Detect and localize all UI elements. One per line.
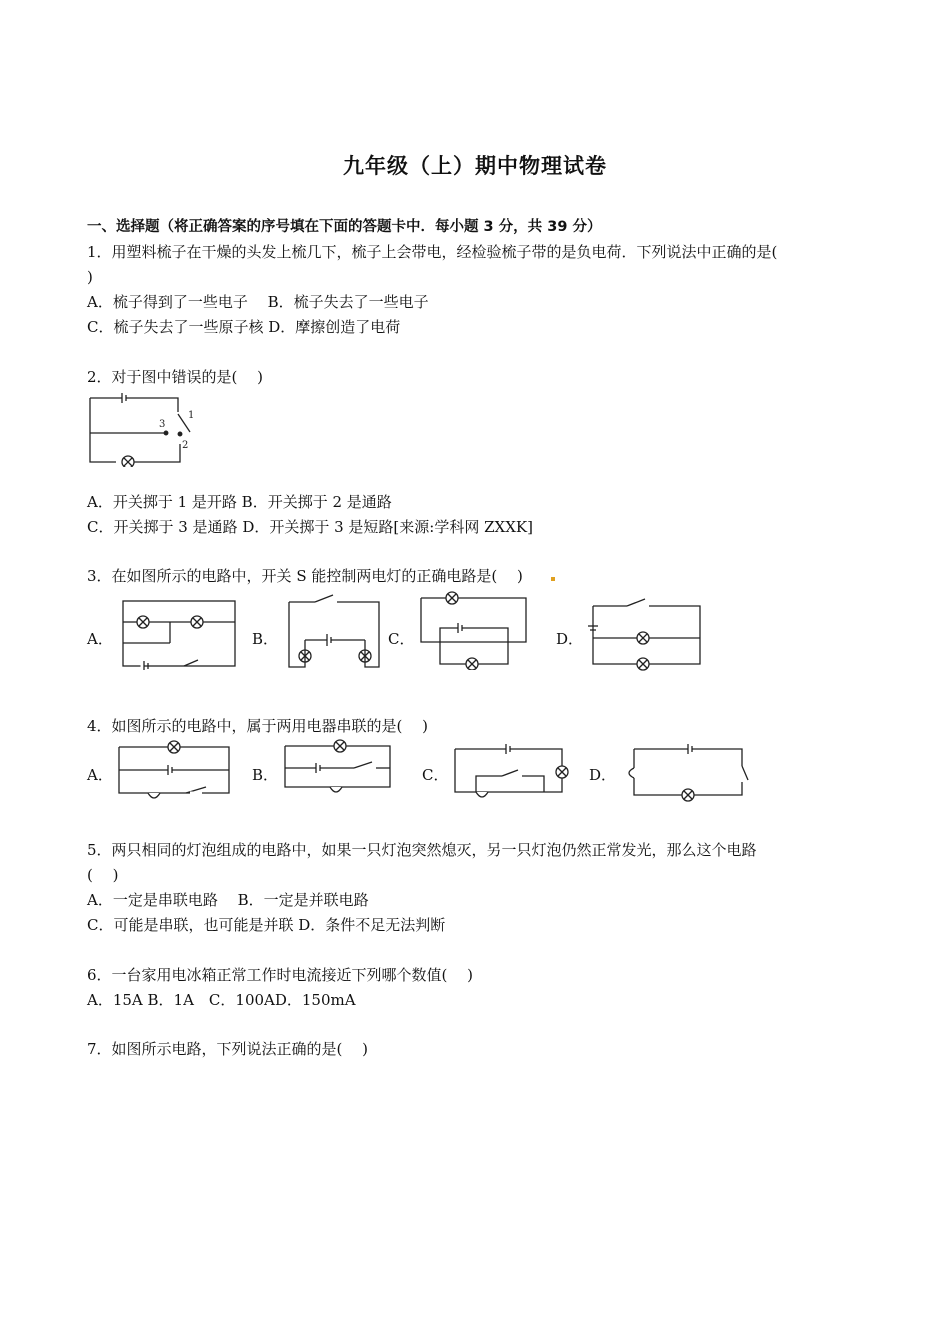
q4-option-d-label: D． [589,766,617,784]
question-1-stem-end: ) [87,268,93,286]
question-2-options-ab: A．开关掷于 1 是开路 B．开关掷于 2 是通路 [87,493,392,511]
q4-option-c-label: C． [422,766,449,784]
question-5-options-ab: A．一定是串联电路 B．一定是并联电路 [87,891,369,909]
section-heading: 一、选择题（将正确答案的序号填在下面的答题卡中．每小题 3 分，共 39 分） [87,219,602,235]
q4-option-b-label: B． [252,766,279,784]
fig2-label-2: 2 [182,440,189,451]
question-7-stem: 7．如图所示电路，下列说法正确的是( ) [87,1040,369,1058]
q3-circuit-a [120,598,240,670]
fig2-label-3: 3 [159,419,166,430]
question-5-options-cd: C．可能是串联，也可能是并联 D．条件不足无法判断 [87,916,446,934]
fig2-label-1: 1 [188,410,195,421]
q4-circuit-c [452,740,577,802]
question-1-stem: 1．用塑料梳子在干燥的头发上梳几下，梳子上会带电，经检验梳子带的是负电荷．下列说法中正确的是( [87,243,778,261]
page-title: 九年级（上）期中物理试卷 [343,154,607,178]
question-2-options-cd: C．开关掷于 3 是通路 D．开关掷于 3 是短路[来源:学科网 ZXXK] [87,518,533,536]
question-5-stem: 5．两只相同的灯泡组成的电路中，如果一只灯泡突然熄灭，另一只灯泡仍然正常发光，那么这个电路 [87,841,757,859]
question-6-options: A．15A B．1A C．100AD．150mA [87,991,356,1009]
q4-option-a-label: A． [87,766,113,784]
q3-circuit-b [285,592,385,672]
q4-circuit-d [620,738,750,803]
question-2-circuit-figure [86,392,201,467]
q3-option-d-label: D． [556,630,584,648]
q3-option-c-label: C． [388,630,415,648]
question-5-stem-end: ( ) [87,866,119,884]
question-3-stem: 3．在如图所示的电路中，开关 S 能控制两电灯的正确电路是( ) [87,567,523,585]
question-2-stem: 2．对于图中错误的是( ) [87,368,264,386]
q4-circuit-b [282,735,394,797]
question-1-options-ab: A．梳子得到了一些电子 B．梳子失去了一些电子 [87,293,429,311]
q3-option-b-label: B． [252,630,279,648]
q3-circuit-d [585,596,705,671]
q4-circuit-a [116,738,234,803]
question-6-stem: 6．一台家用电冰箱正常工作时电流接近下列哪个数值( ) [87,966,474,984]
q3-circuit-c [418,590,533,670]
question-1-options-cd: C．梳子失去了一些原子核 D．摩擦创造了电荷 [87,318,401,336]
stray-mark [551,577,555,581]
q3-option-a-label: A． [87,630,113,648]
question-4-stem: 4．如图所示的电路中，属于两用电器串联的是( ) [87,717,429,735]
